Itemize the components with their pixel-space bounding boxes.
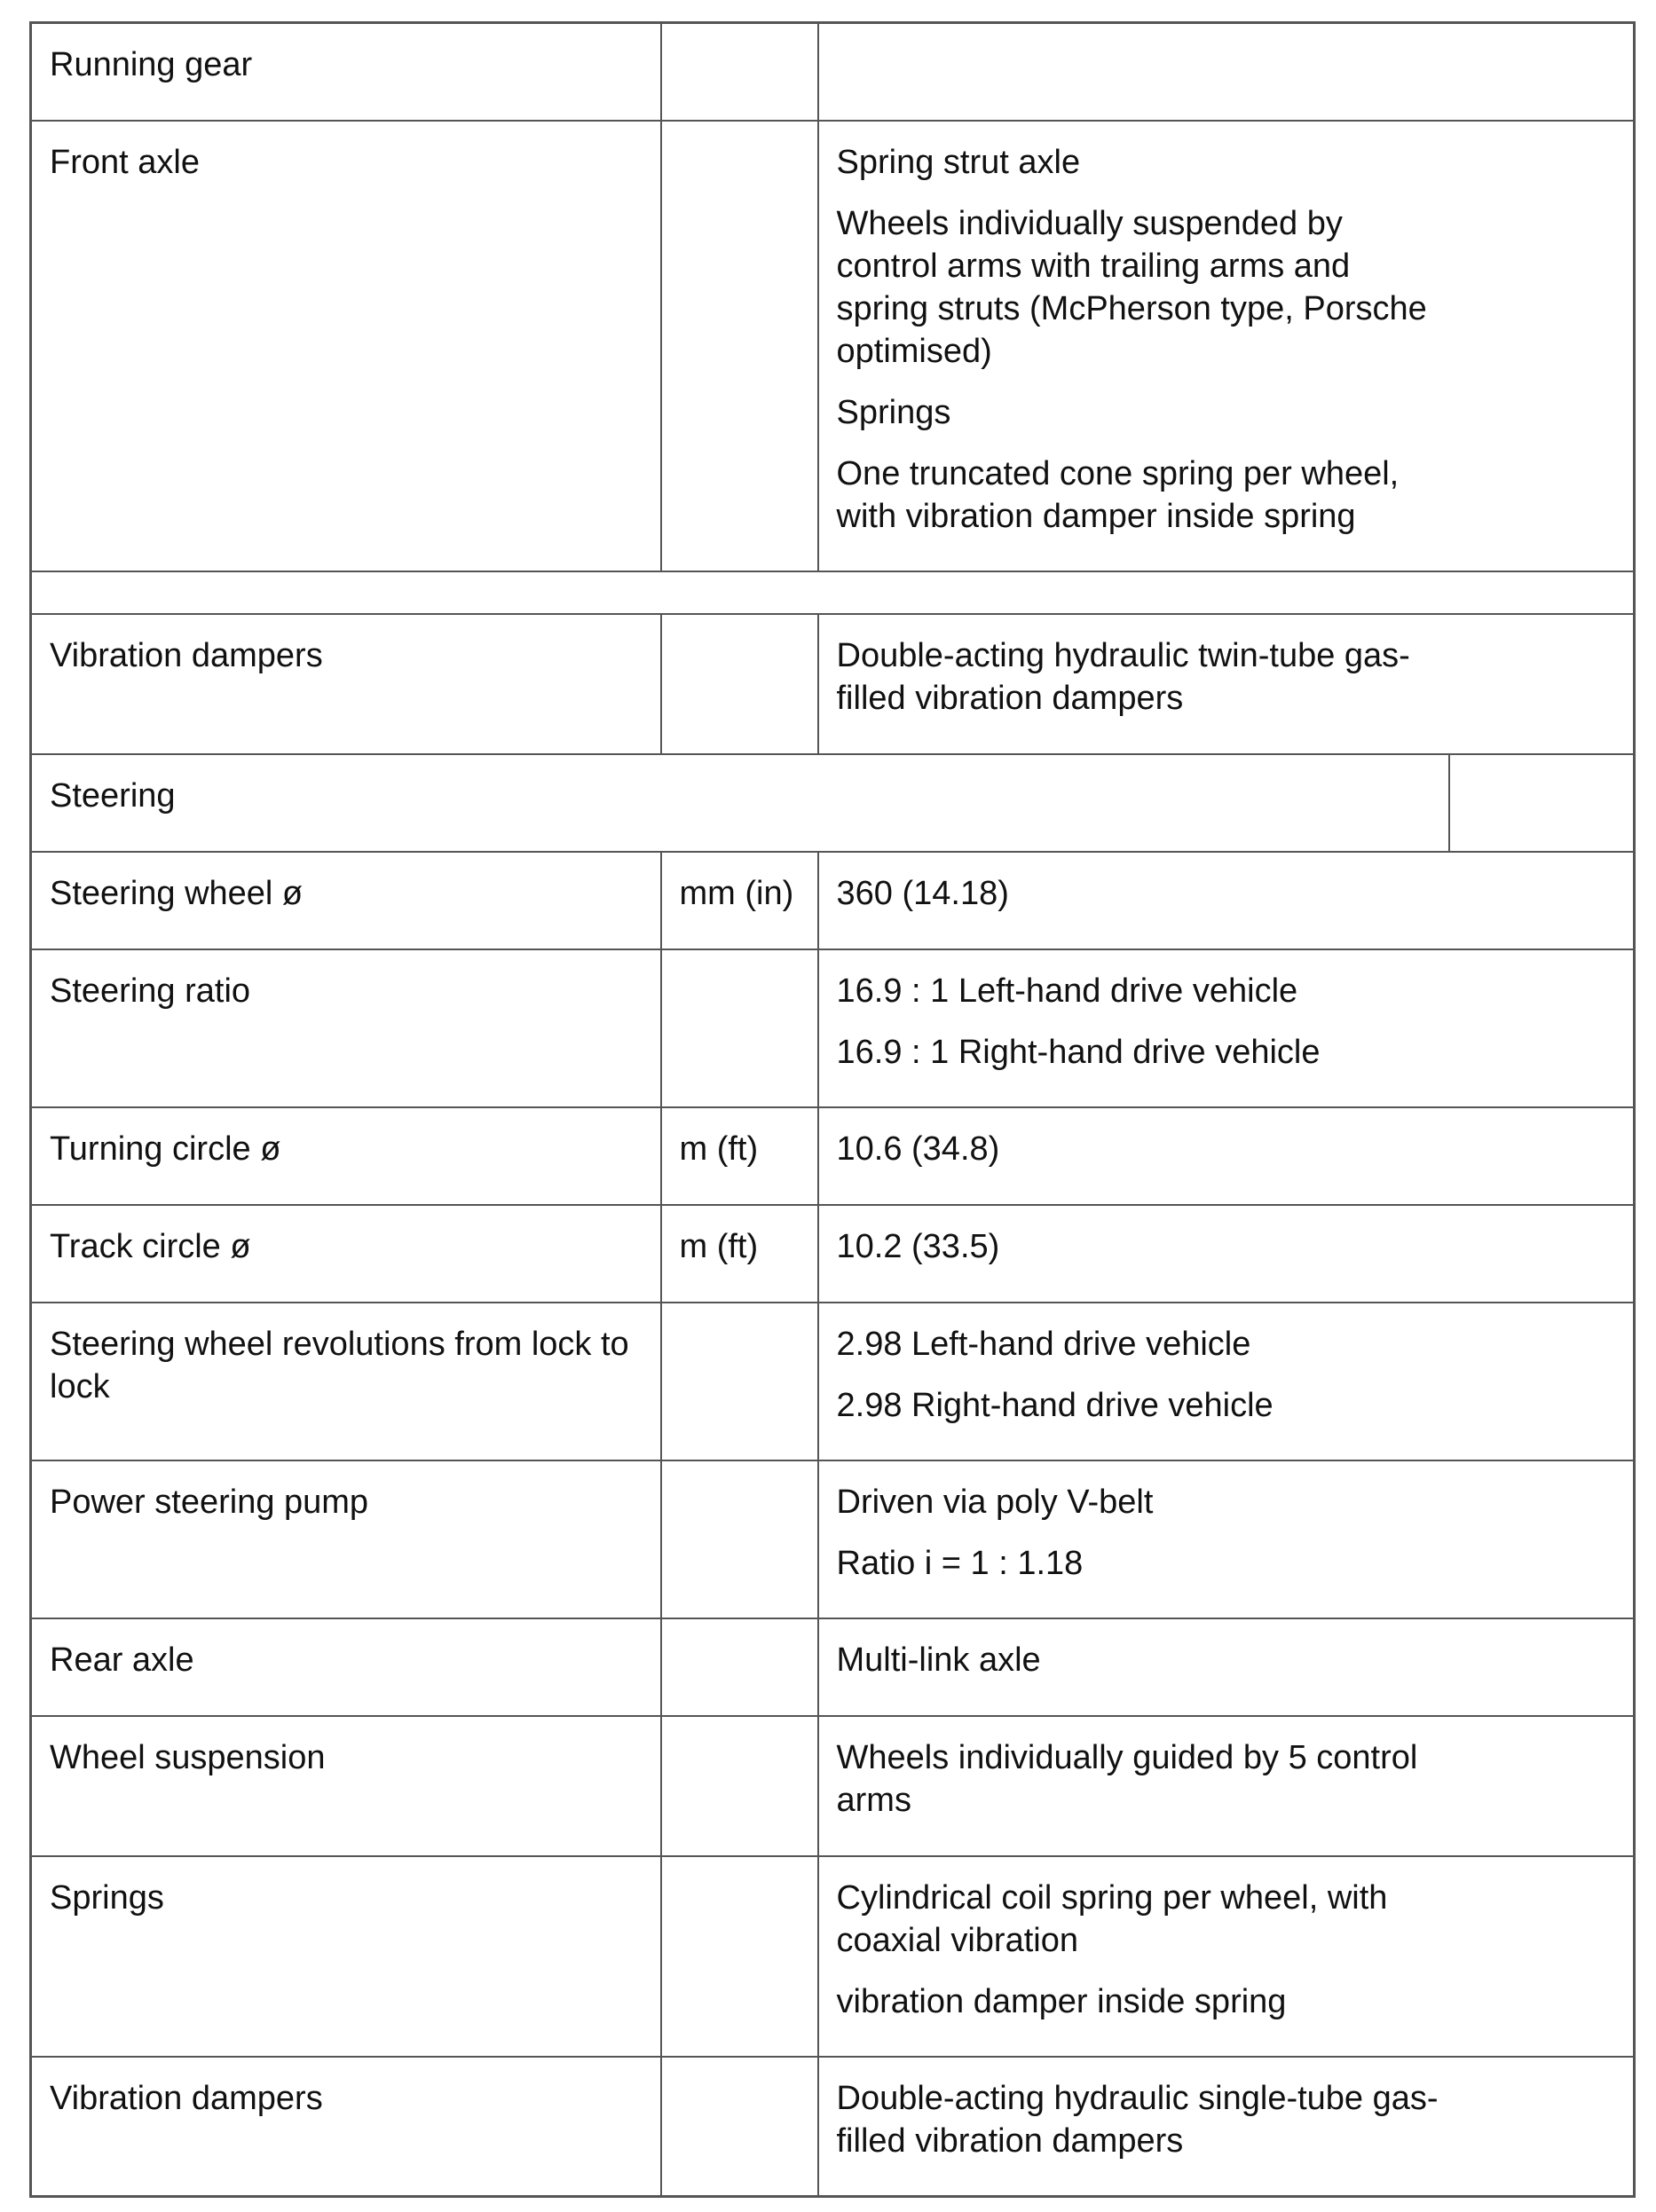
row-label: Wheel suspension [50, 1738, 326, 1776]
row-label: Rear axle [50, 1641, 194, 1679]
unit-cell [661, 2057, 818, 2197]
value-cell [818, 852, 1635, 949]
table-row-steering-ratio [31, 949, 1635, 1107]
unit-cell [661, 1107, 818, 1205]
unit-cell [661, 121, 818, 571]
value-line: vibration damper inside spring [836, 1982, 1287, 2020]
value-line: Cylindrical coil spring per wheel, with coaxial vibration [836, 1878, 1388, 1959]
value-line: 360 (14.18) [836, 874, 1009, 912]
label-cell [31, 1856, 661, 2057]
unit-cell [661, 852, 818, 949]
value-line: One truncated cone spring per wheel, with vibration damper inside spring [836, 454, 1400, 535]
table-row-running-gear [31, 23, 1635, 121]
value-cell [818, 23, 1635, 121]
table-row-front-vibration-dampers [31, 614, 1635, 754]
unit-cell [661, 614, 818, 754]
label-cell [31, 1303, 661, 1460]
table-row-wheel-suspension [31, 1716, 1635, 1856]
table-row-steering [31, 754, 1635, 852]
value-line: 10.2 (33.5) [836, 1227, 1000, 1265]
section-heading-cell [31, 754, 1449, 852]
unit-cell [661, 1460, 818, 1618]
value-cell [818, 1303, 1635, 1460]
value-line: 16.9 : 1 Left-hand drive vehicle [836, 972, 1298, 1010]
row-label: Springs [50, 1878, 164, 1917]
table-row-power-steering-pump [31, 1460, 1635, 1618]
row-label: Turning circle ø [50, 1130, 281, 1168]
value-line: Wheels individually suspended by control arms with trailing arms and spring struts (McPherson type, Porsche optimised) [836, 204, 1427, 370]
value-line: Spring strut axle [836, 143, 1081, 181]
value-cell [818, 1716, 1635, 1856]
spacer-cell [31, 571, 1635, 614]
table-row-track-circle [31, 1205, 1635, 1303]
table-row-front-axle [31, 121, 1635, 571]
table-row-rear-springs [31, 1856, 1635, 2057]
table-row-steering-revolutions [31, 1303, 1635, 1460]
value-cell [818, 2057, 1635, 2197]
unit-cell [661, 949, 818, 1107]
row-label: Front axle [50, 143, 200, 181]
value-line: 2.98 Right-hand drive vehicle [836, 1386, 1274, 1424]
empty-cell [1449, 754, 1635, 852]
table-row-turning-circle [31, 1107, 1635, 1205]
row-unit: m (ft) [679, 1130, 759, 1168]
value-line: 2.98 Left-hand drive vehicle [836, 1325, 1251, 1363]
value-line: Wheels individually guided by 5 control arms [836, 1738, 1418, 1819]
section-heading: Steering [50, 776, 176, 815]
row-label: Steering ratio [50, 972, 251, 1010]
unit-cell [661, 1618, 818, 1716]
unit-cell [661, 1716, 818, 1856]
value-cell [818, 1107, 1635, 1205]
unit-cell [661, 1205, 818, 1303]
row-label: Steering wheel ø [50, 874, 304, 912]
value-cell [818, 614, 1635, 754]
row-label: Track circle ø [50, 1227, 251, 1265]
label-cell [31, 1716, 661, 1856]
unit-cell [661, 23, 818, 121]
value-cell [818, 1205, 1635, 1303]
label-cell [31, 2057, 661, 2197]
value-line: Double-acting hydraulic single-tube gas-filled vibration dampers [836, 2079, 1439, 2160]
value-line: Double-acting hydraulic twin-tube gas-filled vibration dampers [836, 636, 1410, 717]
value-cell [818, 121, 1635, 571]
label-cell [31, 1618, 661, 1716]
row-unit: mm (in) [679, 874, 794, 912]
table-row-spacer [31, 571, 1635, 614]
value-line: Driven via poly V-belt [836, 1483, 1154, 1521]
value-line: Springs [836, 393, 951, 431]
value-line: 10.6 (34.8) [836, 1130, 1000, 1168]
row-unit: m (ft) [679, 1227, 759, 1265]
label-cell [31, 23, 661, 121]
label-cell [31, 852, 661, 949]
row-label: Power steering pump [50, 1483, 369, 1521]
value-cell [818, 1460, 1635, 1618]
label-cell [31, 121, 661, 571]
unit-cell [661, 1856, 818, 2057]
value-line: 16.9 : 1 Right-hand drive vehicle [836, 1033, 1321, 1071]
value-line: Ratio i = 1 : 1.18 [836, 1544, 1084, 1582]
running-gear-spec-table [29, 21, 1636, 2198]
label-cell [31, 949, 661, 1107]
value-line: Multi-link axle [836, 1641, 1041, 1679]
value-cell [818, 1856, 1635, 2057]
value-cell [818, 1618, 1635, 1716]
table-row-steering-wheel-diameter [31, 852, 1635, 949]
row-label: Steering wheel revolutions from lock to lock [50, 1325, 629, 1405]
value-cell [818, 949, 1635, 1107]
label-cell [31, 614, 661, 754]
label-cell [31, 1107, 661, 1205]
row-label: Running gear [50, 46, 253, 83]
unit-cell [661, 1303, 818, 1460]
label-cell [31, 1460, 661, 1618]
row-label: Vibration dampers [50, 636, 323, 674]
table-row-rear-vibration-dampers [31, 2057, 1635, 2197]
table-row-rear-axle [31, 1618, 1635, 1716]
label-cell [31, 1205, 661, 1303]
row-label: Vibration dampers [50, 2079, 323, 2117]
